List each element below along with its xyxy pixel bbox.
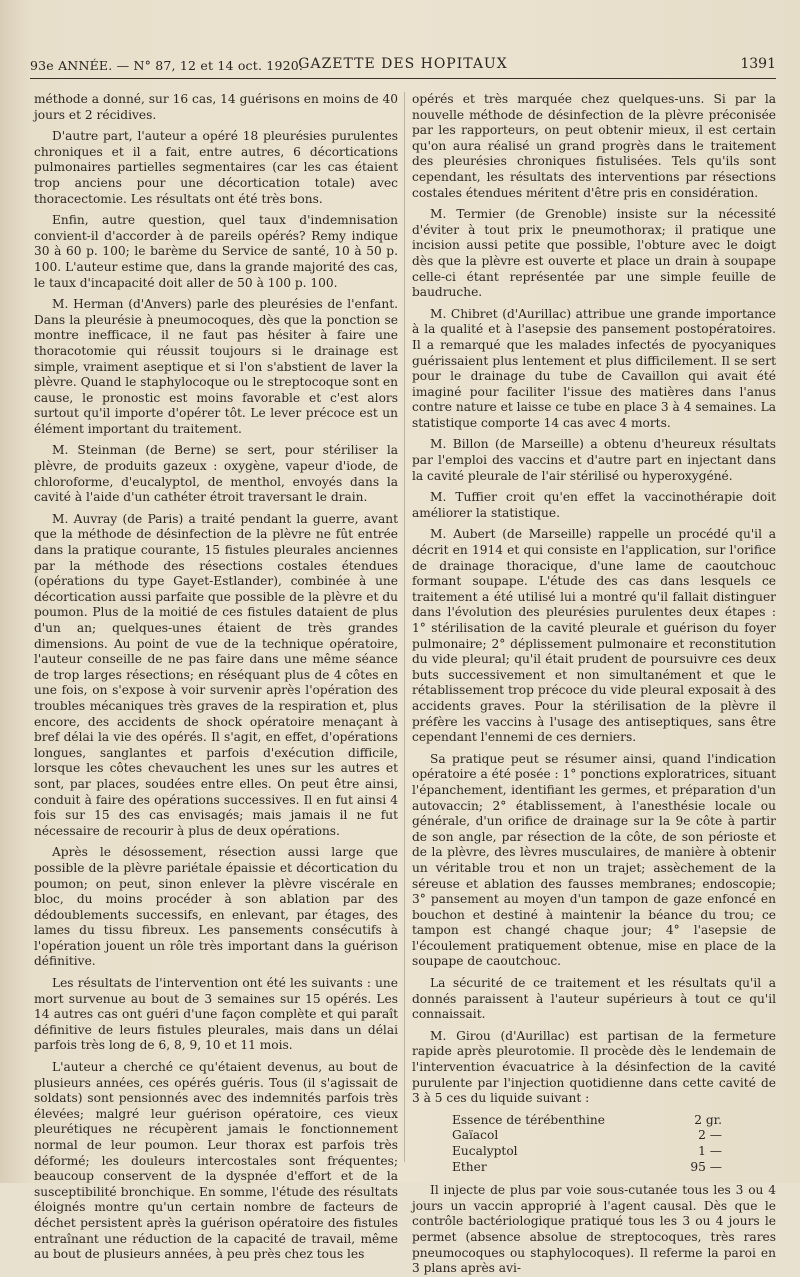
ingredient-quantity: 2 — xyxy=(698,1128,722,1143)
prescription-list xyxy=(452,1113,722,1175)
paragraph: L'auteur a cherché ce qu'étaient devenus, au bout de plusieurs années, ces opérés guéris. Tous (il s'agissait de soldats) sont pensionnés avec des indemnités parfois très élevées; malgré leur guérison opératoire, ces vieux pleurétiques ne récupèrent jamais le fonctionnement normal de leur poumon. Leur thorax est parfois très déformé; les douleurs intercostales sont fréquentes; beaucoup conservent de la dyspnée d'effort et de la susceptibilité bronchique. En somme, l'étude des résultats éloignés montre qu'un certain nombre de facteurs de déchet persistent après la guérison opératoire des fistules entraînant une réduction de la capacité de travail, même au bout de plusieurs années, à peu près chez tous les xyxy=(34,1060,398,1262)
ingredient-quantity: 95 — xyxy=(690,1159,722,1174)
right-column xyxy=(412,92,776,1276)
paragraph: D'autre part, l'auteur a opéré 18 pleurésies purulentes chroniques et il a fait, entre autres, 6 décortications pulmonaires partielles segmentaires (car les cas étaient trop anciens pour une décortication totale) avec thoracectomie. Les résultats ont été très bons. xyxy=(34,129,398,206)
paragraph: M. Girou (d'Aurillac) est partisan de la fermeture rapide après pleurotomie. Il procède dès le lendemain de l'intervention évacuatrice à la désinfection de la cavité purulente par l'injection quotidienne dans cette cavité de 3 à 5 ces du liquide suivant : xyxy=(412,1028,776,1106)
prescription-row xyxy=(452,1128,722,1144)
ingredient-name: Eucalyptol xyxy=(452,1144,518,1158)
paragraph: M. Aubert (de Marseille) rappelle un procédé qu'il a décrit en 1914 et qui consiste en l'application, sur l'orifice de drainage thoracique, d'une lame de caoutchouc formant soupape. L'étude des cas dans lesquels ce traitement a été utilisé lui a montré qu'il fallait distinguer dans l'évolution des pleurésies purulentes deux étapes : 1° stérilisation de la cavité pleurale et guérison du foyer pulmonaire; 2° déplissement pulmonaire et reconstitution du vide pleural; qu'il était prudent de poursuivre ces deux buts successivement et non simultanément et que le rétablissement trop précoce du vide pleural exposait à des accidents graves. Pour la stérilisation de la plèvre il préfère les vaccins à l'usage des antiseptiques, sans être cependant l'ennemi de ces derniers. xyxy=(412,527,776,745)
ingredient-quantity: 2 gr. xyxy=(694,1112,722,1127)
column-divider xyxy=(404,92,405,1162)
paragraph: M. Herman (d'Anvers) parle des pleurésies de l'enfant. Dans la pleurésie à pneumocoques, dès que la ponction se montre inefficace, il ne faut pas hésiter à faire une thoracotomie qui réussit toujours si le drainage est simple, vraiment aseptique et si l'on s'abstient de laver la plèvre. Quand le staphylocoque ou le streptocoque sont en cause, le pronostic est moins favorable et c'est alors surtout qu'il importe d'opérer tôt. Le lever précoce est un élément important du traitement. xyxy=(34,297,398,436)
paragraph: M. Tuffier croit qu'en effet la vaccinothérapie doit améliorer la statistique. xyxy=(412,490,776,520)
left-column xyxy=(34,92,398,1262)
paragraph: Après le désossement, résection aussi large que possible de la plèvre pariétale épaissie et décortication du poumon; on peut, sinon enlever la plèvre viscérale en bloc, du moins procéder à son ablation par des dédoublements successifs, en enlevant, par étages, des lames du tissu fibreux. Les pansements consécutifs à l'opération jouent un rôle très important dans la guérison définitive. xyxy=(34,845,398,969)
paragraph: Sa pratique peut se résumer ainsi, quand l'indication opératoire a été posée : 1° ponctions exploratrices, situant l'épanchement, identifiant les germes, et préparation d'un autovaccin; 2° établissement, à l'anesthésie locale ou générale, d'un orifice de drainage sur la 9e côte à partir de son angle, par résection de la côte, de son périoste et de la plèvre, des lèvres musculaires, de manière à obtenir un véritable trou et non un trajet; assèchement de la séreuse et ablation des fausses membranes; endoscopie; 3° pansement au moyen d'un tampon de gaze enfoncé en bouchon et destiné à maintenir la béance du trou; ce tampon est changé chaque jour; 4° l'asepsie de l'écoulement pratiquement obtenue, mise en place de la soupape de caoutchouc. xyxy=(412,751,776,969)
paragraph: La sécurité de ce traitement et les résultats qu'il a donnés paraissent à l'auteur supérieurs à tout ce qu'il connaissait. xyxy=(412,976,776,1022)
paragraph: M. Auvray (de Paris) a traité pendant la guerre, avant que la méthode de désinfection de la plèvre ne fût entrée dans la pratique courante, 15 fistules pleurales anciennes par la méthode des résections costales étendues (opérations du type Gayet-Estlander), combinée à une décortication aussi parfaite que possible de la plèvre et du poumon. Plus de la moitié de ces fistules dataient de plus d'un an; quelques-unes étaient de très grandes dimensions. Au point de vue de la technique opératoire, l'auteur conseille de ne pas faire dans une même séance de trop larges résections; en réséquant plus de 4 côtes en une fois, on s'expose à voir survenir après l'opération des troubles mécaniques très graves de la respiration et, plus encore, des accidents de shock opératoire menaçant à bref délai la vie des opérés. Il s'agit, en effet, d'opérations longues, sanglantes et parfois d'exécution difficile, lorsque les côtes chevauchent les unes sur les autres et sont, par places, soudées entre elles. On peut être ainsi, conduit à faire des opérations successives. Il en fut ainsi 4 fois sur 15 des cas envisagés; mais jamais il ne fut nécessaire de recourir à plus de deux opérations. xyxy=(34,511,398,838)
prescription-row xyxy=(452,1113,722,1129)
paragraph: Les résultats de l'intervention ont été les suivants : une mort survenue au bout de 3 semaines sur 15 opérés. Les 14 autres cas ont guéri d'une façon complète et qui paraît définitive de leurs fistules pleurales, mais dans un délai parfois très long de 6, 8, 9, 10 et 11 mois. xyxy=(34,976,398,1053)
page-header xyxy=(30,52,776,79)
paragraph: M. Steinman (de Berne) se sert, pour stériliser la plèvre, de produits gazeux : oxygène, vapeur d'iode, de chloroforme, d'eucalyptol, de menthol, envoyés dans la cavité à l'aide d'un cathéter étroit traversant le drain. xyxy=(34,443,398,505)
prescription-row xyxy=(452,1144,722,1160)
ingredient-quantity: 1 — xyxy=(698,1144,722,1158)
paragraph: M. Termier (de Grenoble) insiste sur la nécessité d'éviter à tout prix le pneumothorax; il pratique une incision aussi petite que possible, l'obture avec le doigt dès que la plèvre est ouverte et place un drain à soupape celle-ci étant représentée par une simple feuille de baudruche. xyxy=(412,207,776,300)
paragraph: méthode a donné, sur 16 cas, 14 guérisons en moins de 40 jours et 2 récidives. xyxy=(34,92,398,122)
paragraph: Il injecte de plus par voie sous-cutanée tous les 3 ou 4 jours un vaccin approprié à l'agent causal. Dès que le contrôle bactériologique pratiqué tous les 3 ou 4 jours le permet (absence absolue de streptocoques, très rares pneumocoques ou staphylocoques). Il referme la paroi en 3 plans après avi- xyxy=(412,1183,776,1276)
prescription-row xyxy=(452,1160,722,1176)
ingredient-name: Ether xyxy=(452,1159,487,1174)
journal-title: GAZETTE DES HOPITAUX xyxy=(298,56,508,72)
page-number: 1391 xyxy=(740,56,776,72)
ingredient-name: Gaïacol xyxy=(452,1128,499,1143)
paragraph: M. Billon (de Marseille) a obtenu d'heureux résultats par l'emploi des vaccins et d'autre part en injectant dans la cavité pleurale de l'air stérilisé ou hyperoxygéné. xyxy=(412,437,776,483)
ingredient-name: Essence de térébenthine xyxy=(452,1112,605,1127)
paragraph: M. Chibret (d'Aurillac) attribue une grande importance à la qualité et à l'asepsie des pansement postopératoires. Il a remarqué que les malades infectés de pyocyaniques guérissaient plus lentement et plus difficilement. Il se sert pour le drainage du tube de Cavaillon qui avait été imaginé pour faciliter l'issue des matières dans l'anus contre nature et laisse ce tube en place 3 à 4 semaines. La statistique comporte 14 cas avec 4 morts. xyxy=(412,306,776,430)
paragraph: Enfin, autre question, quel taux d'indemnisation convient-il d'accorder à de pareils opérés? Remy indique 30 à 60 p. 100; le barème du Service de santé, 10 à 50 p. 100. L'auteur estime que, dans la grande majorité des cas, le taux d'incapacité doit aller de 50 à 100 p. 100. xyxy=(34,213,398,290)
issue-line: 93e ANNÉE. — N° 87, 12 et 14 oct. 1920. xyxy=(30,58,304,73)
paragraph: opérés et très marquée chez quelques-uns. Si par la nouvelle méthode de désinfection de la plèvre préconisée par les rapporteurs, on peut obtenir mieux, il est certain qu'on aura réalisé un grand progrès dans le traitement des pleurésies chroniques fistulisées. Tels qu'ils sont cependant, les résultats des interventions par résections costales étendues méritent d'être pris en considération. xyxy=(412,92,776,200)
